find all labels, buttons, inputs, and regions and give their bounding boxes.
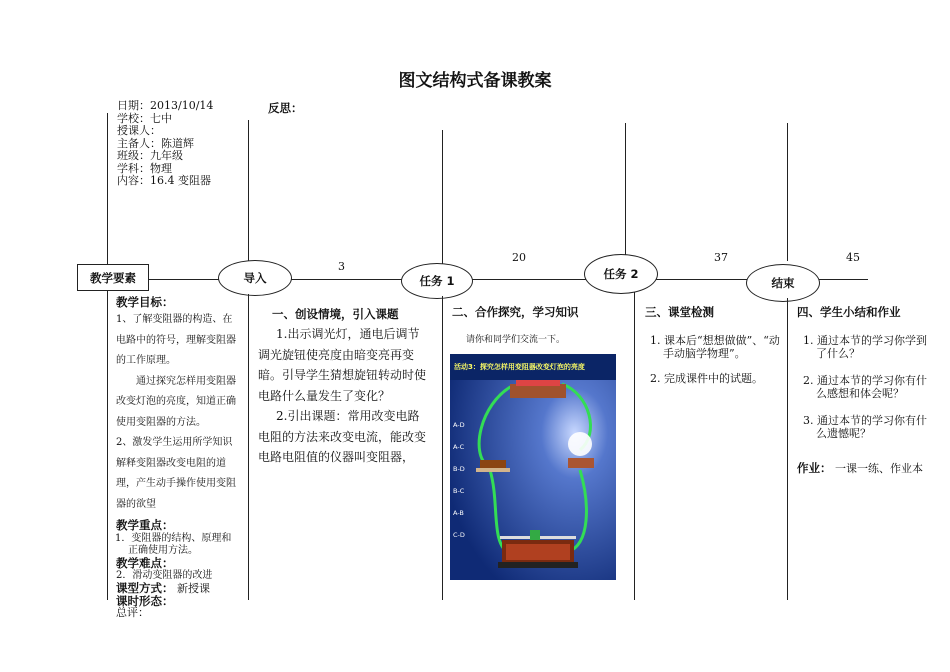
- review-label: 总评：: [116, 606, 149, 619]
- goal-2: 2、激发学生运用所学知识解释变阻器改变电阻的道理，产生动手操作使用变阻器的欲望: [116, 437, 236, 510]
- node-task1: 任务 1: [401, 263, 473, 299]
- meta-subject: 学科：物理: [117, 161, 172, 175]
- summary-item-3: 3. 通过本节的学习你有什么遗憾呢？: [803, 414, 927, 440]
- node-end: 结束: [746, 264, 820, 302]
- summary-item-1: 1. 通过本节的学习你学到了什么？: [803, 334, 927, 360]
- circuit-illustration: [450, 354, 616, 580]
- divider-line: [107, 113, 108, 266]
- goal-1: 1、了解变阻器的构造、在电路中的符号，理解变阻器的工作原理。: [116, 314, 236, 366]
- task2-column: [645, 304, 785, 385]
- intro-paragraph-1: 1.出示调光灯，通电后调节调光旋钮使亮度由暗变亮再变暗。引导学生猜想旋钮转动时使电路什么量发生了变化？: [258, 327, 427, 403]
- minute-marker: 3: [338, 260, 345, 273]
- reflection-label: 反思：: [268, 101, 303, 115]
- column-divider: [634, 292, 635, 600]
- slide-label: B-D: [453, 465, 465, 473]
- divider-line: [625, 123, 626, 259]
- experiment-slide-image: [450, 354, 616, 580]
- intro-paragraph-2: 2.引出课题：常用改变电路电阻的方法来改变电流，能改变电路电阻值的仪器叫变阻器，: [258, 409, 427, 464]
- task1-column: [452, 304, 622, 345]
- task1-note: 请你和同学们交流一下。: [466, 335, 566, 345]
- class-form-label: 课时形态：: [116, 594, 174, 608]
- slide-title: 活动3：探究怎样用变阻器改变灯泡的亮度: [454, 363, 585, 371]
- slide-label: C-D: [453, 531, 465, 539]
- meta-lead-preparer: 主备人：陈道辉: [117, 136, 194, 150]
- task2-item-1: 1. 课本后“想想做做”、“动手动脑学物理”。: [650, 334, 780, 360]
- node-intro: 导入: [218, 260, 292, 296]
- column-divider: [787, 298, 788, 600]
- summary-heading: 四、学生小结和作业: [797, 305, 901, 319]
- meta-school: 学校：七中: [117, 111, 172, 125]
- key-point-1: 1．变阻器的结构、原理和正确使用方法。: [115, 533, 232, 556]
- meta-date: 日期：2013/10/14: [117, 99, 214, 112]
- teaching-elements-column: [116, 294, 240, 619]
- task1-heading: 二、合作探究，学习知识: [452, 305, 579, 319]
- meta-teacher: 授课人：: [117, 124, 161, 137]
- teaching-elements-box: 教学要素: [77, 264, 149, 291]
- difficulty-1: 2．滑动变阻器的改进: [116, 570, 213, 581]
- meta-grade: 班级：九年级: [117, 149, 183, 162]
- key-points-heading: 教学重点：: [116, 518, 174, 532]
- slide-label: A-B: [453, 509, 464, 517]
- homework-value: 一课一练、作业本: [835, 462, 923, 475]
- page-title: 图文结构式备课教案: [398, 71, 552, 91]
- column-divider: [248, 294, 249, 600]
- column-divider: [442, 296, 443, 600]
- meta-content: 内容：16.4 变阻器: [117, 174, 211, 187]
- goal-1b: 通过探究怎样用变阻器改变灯泡的亮度，知道正确使用变阻器的方法。: [116, 375, 236, 428]
- divider-line: [248, 120, 249, 263]
- class-type-value: 新授课: [177, 582, 210, 595]
- column-divider: [107, 290, 108, 600]
- minute-marker: 45: [846, 251, 860, 264]
- goals-heading: 教学目标：: [116, 295, 174, 309]
- node-task2: 任务 2: [584, 254, 658, 294]
- minute-marker: 20: [512, 251, 526, 264]
- slide-label: B-C: [453, 487, 465, 495]
- class-type-label: 课型方式：: [116, 581, 174, 595]
- task2-item-2: 2. 完成课件中的试题。: [650, 372, 763, 385]
- lesson-meta: [117, 100, 213, 188]
- slide-labels: [453, 414, 465, 546]
- divider-line: [787, 123, 788, 261]
- summary-column: [797, 304, 927, 476]
- homework-label: 作业：: [797, 461, 832, 475]
- intro-column: [258, 324, 430, 468]
- difficulty-heading: 教学难点：: [116, 556, 174, 570]
- slide-label: A-C: [453, 443, 465, 451]
- summary-item-2: 2. 通过本节的学习你有什么感想和体会呢？: [803, 374, 927, 400]
- task2-heading: 三、课堂检测: [645, 305, 714, 319]
- minute-marker: 37: [714, 251, 728, 264]
- slide-label: A-D: [453, 421, 465, 429]
- intro-heading: 一、创设情境，引入课题: [272, 307, 399, 321]
- divider-line: [442, 130, 443, 264]
